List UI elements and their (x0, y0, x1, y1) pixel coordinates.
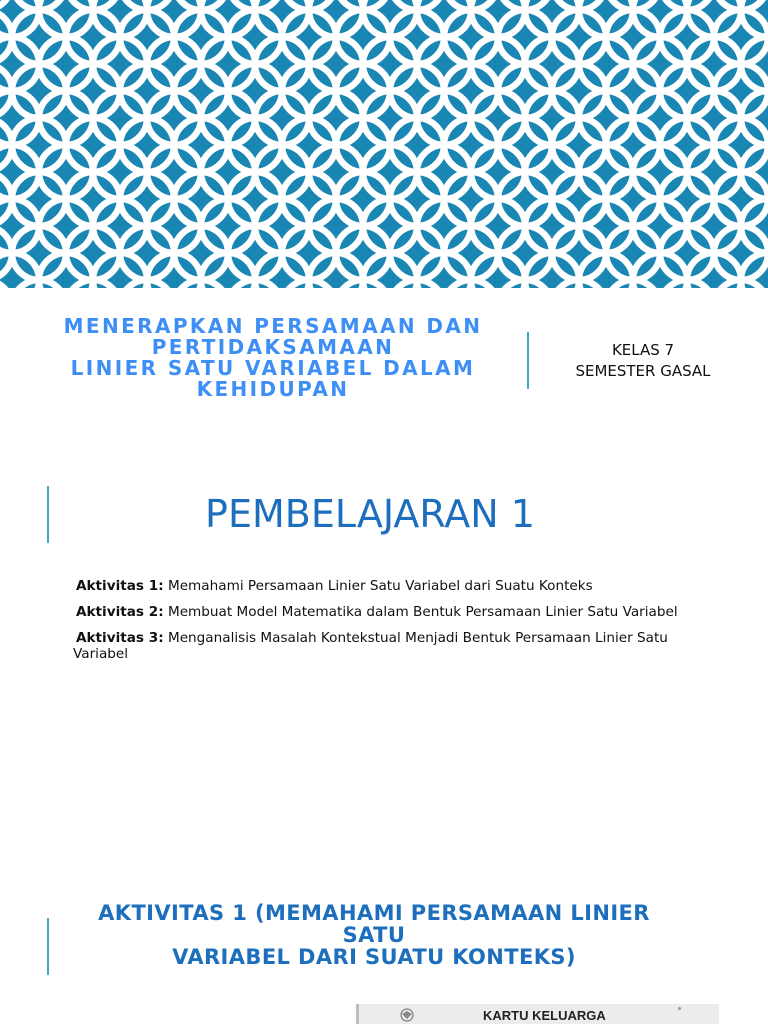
garuda-emblem-icon (399, 1007, 415, 1023)
activity-2-text: Membuat Model Matematika dalam Bentuk Persamaan Linier Satu Variabel (167, 604, 678, 620)
list-item (73, 578, 713, 594)
section-2-heading-line-1: AKTIVITAS 1 (MEMAHAMI PERSAMAAN LINIER (98, 901, 650, 925)
section-1-heading: PEMBELAJARAN 1 (205, 492, 535, 536)
activity-1-label: Aktivitas 1: (76, 578, 164, 594)
section-2-heading-line-2: SATU (342, 923, 406, 947)
activity-3-label: Aktivitas 3: (76, 630, 164, 646)
kartu-keluarga-image (356, 1004, 719, 1024)
list-item (73, 604, 713, 620)
title-line-1: MENERAPKAN PERSAMAAN DAN (63, 314, 483, 338)
title-divider (527, 332, 529, 389)
document-mark (678, 1007, 681, 1010)
section-2-divider (47, 918, 49, 975)
title-line-2: PERTIDAKSAMAAN (151, 335, 395, 359)
kartu-keluarga-title: KARTU KELUARGA (483, 1008, 606, 1023)
section-1-divider (47, 486, 49, 543)
activity-2-label: Aktivitas 2: (76, 604, 164, 620)
section-2-heading-line-3: VARIABEL DARI SUATU KONTEKS) (172, 945, 576, 969)
class-info (558, 340, 728, 382)
activity-list (73, 578, 713, 672)
presentation-title (30, 316, 516, 400)
activity-1-text: Memahami Persamaan Linier Satu Variabel dari Suatu Konteks (167, 578, 593, 594)
list-item (73, 630, 713, 662)
decorative-pattern-banner (0, 0, 768, 288)
activity-3-text: Menganalisis Masalah Kontekstual Menjadi Bentuk Persamaan Linier Satu Variabel (73, 630, 668, 662)
semester-label: SEMESTER GASAL (575, 362, 711, 380)
class-label: KELAS 7 (611, 341, 675, 359)
title-line-3: LINIER SATU VARIABEL DALAM (70, 356, 476, 380)
section-2-heading (62, 902, 686, 968)
title-line-4: KEHIDUPAN (196, 377, 350, 401)
